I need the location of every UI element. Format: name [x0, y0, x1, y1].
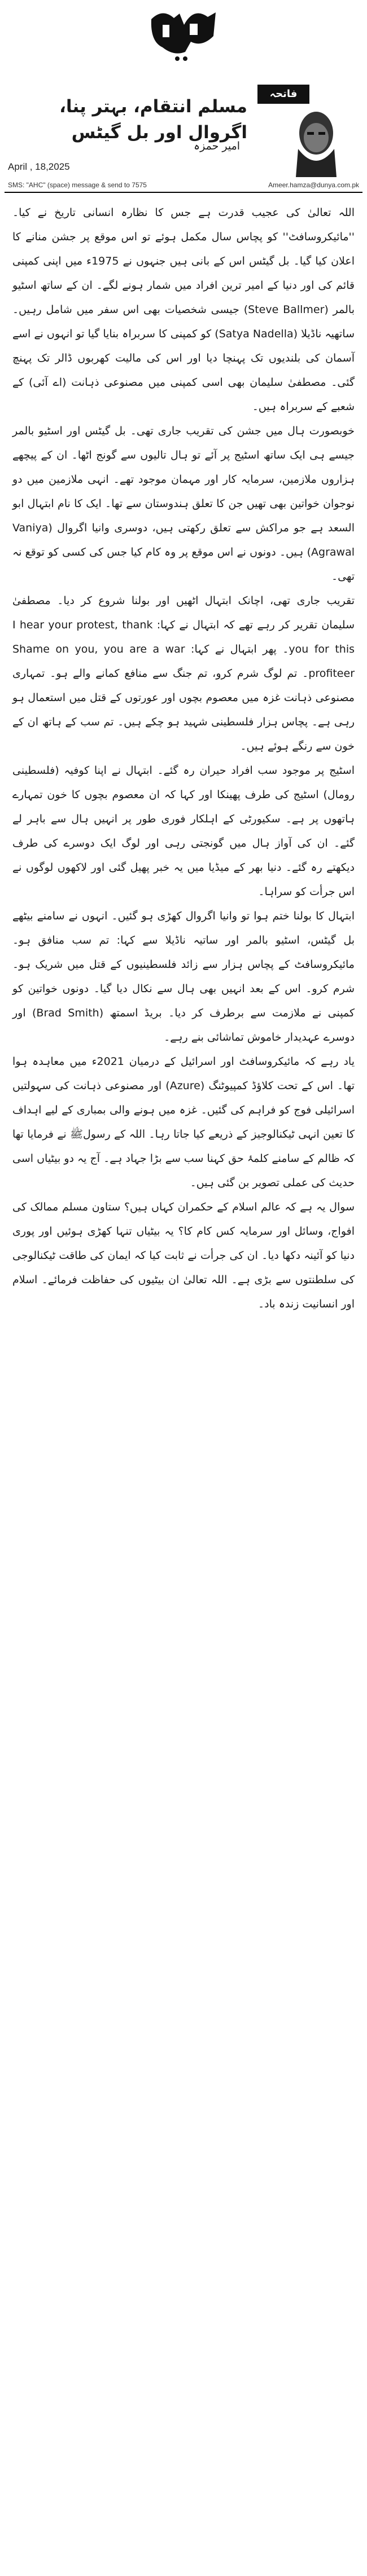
masthead	[0, 0, 367, 68]
column-name-badge: فاتحہ	[257, 85, 309, 104]
article-paragraph: ابتہال کا بولنا ختم ہوا تو وانیا اگروال کھڑی ہو گئیں۔ انہوں نے سامنے بیٹھے بل گیٹس، اسٹیو بالمر اور ساتیہ ناڈیلا سے کہا: تم سب منافق ہو۔ مائیکروسافٹ کے پچاس ہزار سے زائد فلسطینیوں کے قتل میں شریک ہو۔ شرم کرو۔ اس کے بعد انہیں بھی ہال سے نکال دیا گیا۔ دونوں خواتین کو کمپنی نے ملازمت سے برطرف کر دیا۔ بریڈ اسمتھ (Brad Smith) اور دوسرے عہدیدار خاموش تماشائی بنے رہے۔	[12, 910, 355, 1043]
newspaper-logo	[140, 2, 227, 63]
article-paragraph: تقریب جاری تھی، اچانک ابتہال اٹھیں اور بولنا شروع کر دیا۔ مصطفیٰ سلیمان تقریر کر رہے تھے کہ ابتہال نے کہا: I hear your protest, thank you for this۔ پھر ابتہال نے کہا: Shame on you, you are a war profiteer۔ تم لوگ شرم کرو، تم جنگ سے منافع کمانے والے ہو۔ تمہاری مصنوعی ذہانت غزہ میں معصوم بچوں اور عورتوں کے قتل میں استعمال ہو رہی ہے۔ پچاس ہزار فلسطینی شہید ہو چکے ہیں۔ تم سب کے ہاتھ ان کے خون سے رنگے ہوئے ہیں۔	[12, 595, 355, 752]
article-body	[12, 201, 355, 1316]
article-paragraph: خوبصورت ہال میں جشن کی تقریب جاری تھی۔ بل گیٹس اور اسٹیو بالمر جیسے ہی ایک ساتھ اسٹیج پر آئے تو ہال تالیوں سے گونج اٹھا۔ ان کے پیچھے ہزاروں ملازمین، سرمایہ کار اور مہمان موجود تھے۔ انہی ملازمین میں دو نوجوان خواتین بھی تھیں جن کا تعلق ہندوستان سے تھا۔ ایک کا نام ابتہال ابو السعد ہے جو مراکش سے تعلق رکھتی ہیں، دوسری وانیا اگروال (Vaniya Agrawal) ہیں۔ دونوں نے اس موقع پر وہ کام کیا جس کی کسی کو توقع نہ تھی۔	[12, 425, 355, 583]
article-paragraph: یاد رہے کہ مائیکروسافٹ اور اسرائیل کے درمیان 2021ء میں معاہدہ ہوا تھا۔ اس کے تحت کلاؤڈ کمپیوٹنگ (Azure) اور مصنوعی ذہانت کی سہولتیں اسرائیلی فوج کو فراہم کی گئیں۔ غزہ میں ہونے والی بمباری کے لیے اہداف کا تعین انہی ٹیکنالوجیز کے ذریعے کیا جاتا رہا۔ اللہ کے رسولﷺ نے فرمایا تھا کہ ظالم کے سامنے کلمۂ حق کہنا سب سے بڑا جہاد ہے۔ آج یہ دو بیٹیاں اسی حدیث کی عملی تصویر بن گئی ہیں۔	[12, 1055, 355, 1189]
article-paragraph: سوال یہ ہے کہ عالم اسلام کے حکمران کہاں ہیں؟ ستاون مسلم ممالک کی افواج، وسائل اور سرمایہ کس کام کا؟ یہ بیٹیاں تنہا کھڑی ہوئیں اور پوری دنیا کو آئینہ دکھا دیا۔ ان کی جرأت نے ثابت کیا کہ ایمان کی طاقت ٹیکنالوجی کی سلطنتوں سے بڑی ہے۔ اللہ تعالیٰ ان بیٹیوں کی حفاظت فرمائے۔ اسلام اور انسانیت زندہ باد۔	[12, 1201, 355, 1310]
publish-date: April , 18,2025	[8, 161, 70, 172]
author-photo	[264, 105, 364, 177]
article-headline: مسلم انتقام، بہتر پنا، اگروال اور بل گیٹس	[59, 96, 247, 143]
author-byline: امیر حمزہ	[193, 140, 241, 152]
author-email: Ameer.hamza@dunya.com.pk	[268, 181, 359, 189]
contact-bar	[0, 179, 367, 192]
sms-instructions: SMS: "AHC" (space) message & send to 7575	[8, 181, 147, 189]
header-divider	[5, 192, 362, 193]
article-paragraph: اللہ تعالیٰ کی عجیب قدرت ہے جس کا نظارہ انسانی تاریخ نے کیا۔ ''مائیکروسافٹ'' کو پچاس سال مکمل ہوئے تو اس موقع پر جشن منانے کا اعلان کیا گیا۔ بل گیٹس اس کے بانی ہیں جنہوں نے 1975ء میں اپنی کمپنی قائم کی اور دنیا کے امیر ترین افراد میں شمار ہونے لگے۔ ان کے ساتھ اسٹیو بالمر (Steve Ballmer) جیسی شخصیات بھی اس سفر میں شامل رہیں۔ ساتھیہ ناڈیلا (Satya Nadella) کو کمپنی کا سربراہ بنایا گیا تو انہوں نے اسے آسمان کی بلندیوں تک پہنچا دیا اور اس کی مالیت کھربوں ڈالر تک پہنچ گئی۔ مصطفیٰ سلیمان بھی اسی کمپنی میں مصنوعی ذہانت (اے آئی) کے شعبے کے سربراہ ہیں۔	[12, 206, 355, 413]
article-paragraph: اسٹیج پر موجود سب افراد حیران رہ گئے۔ ابتہال نے اپنا کوفیہ (فلسطینی رومال) اسٹیج کی طرف پھینکا اور کہا کہ ان معصوم بچوں کا خون تمہارے ہاتھوں پر ہے۔ سکیورٹی کے اہلکار فوری طور پر انہیں ہال سے باہر لے گئے۔ ان کی آواز ہال میں گونجتی رہی اور لوگ ایک دوسرے کی طرف دیکھتے رہ گئے۔ دنیا بھر کے میڈیا میں یہ خبر پھیل گئی اور لاکھوں لوگوں نے اس جرأت کو سراہا۔	[12, 764, 355, 898]
